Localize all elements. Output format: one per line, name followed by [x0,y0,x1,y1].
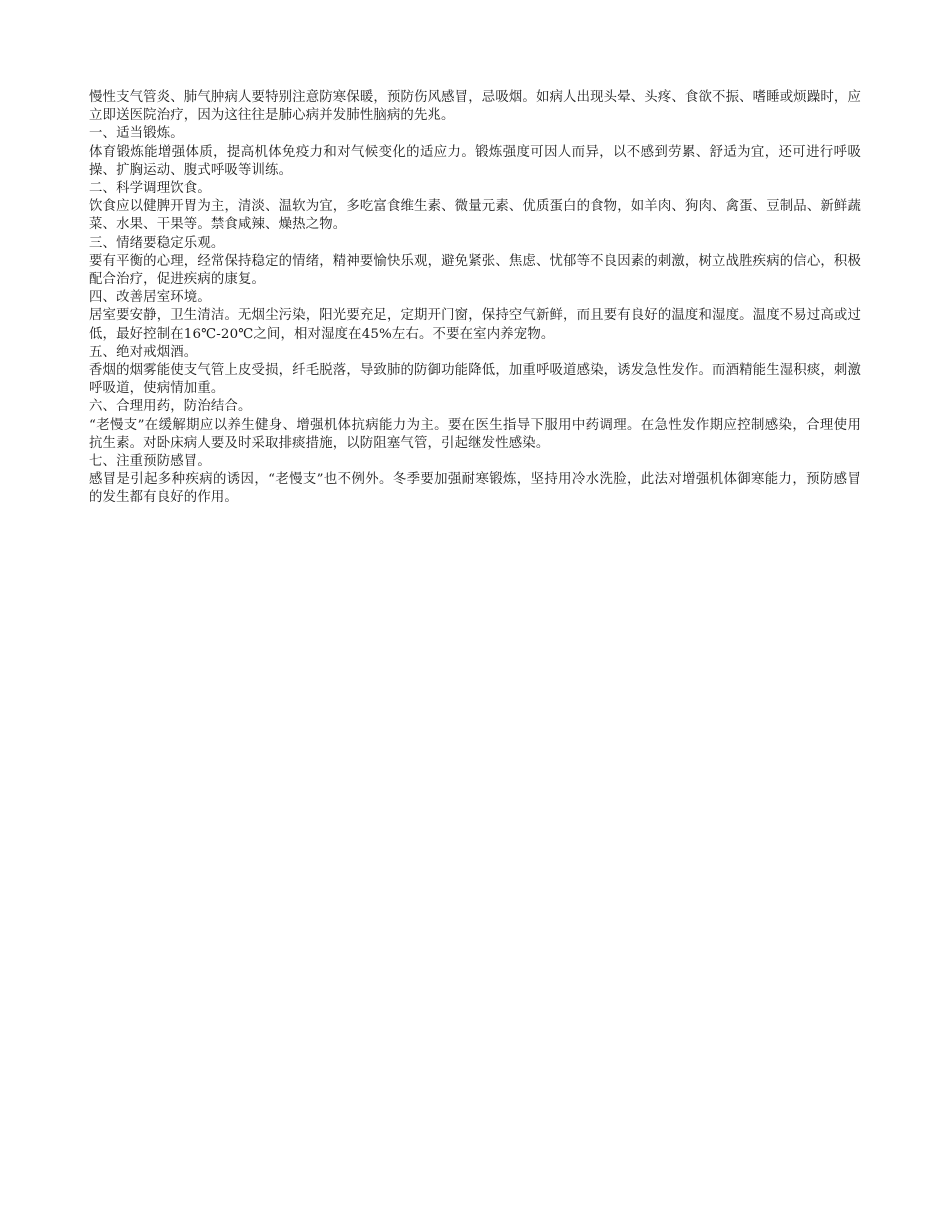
section-heading: 一、适当锻炼。 [89,126,184,142]
section-heading: 七、注重预防感冒。 [89,454,211,470]
section-paragraph: 香烟的烟雾能使支气管上皮受损，纤毛脱落，导致肺的防御功能降低，加重呼吸道感染，诱发急性发作。而酒精能生湿积痰，刺激呼吸道，使病情加重。 [89,363,861,397]
section-paragraph: 饮食应以健脾开胃为主，清淡、温软为宜，多吃富食维生素、微量元素、优质蛋白的食物，如羊肉、狗肉、禽蛋、豆制品、新鲜蔬菜、水果、干果等。禁食咸辣、燥热之物。 [89,199,861,233]
section-heading: 二、科学调理饮食。 [89,181,211,197]
section-paragraph: 要有平衡的心理，经常保持稳定的情绪，精神要愉快乐观，避免紧张、焦虑、忧郁等不良因素的刺激，树立战胜疾病的信心，积极配合治疗，促进疾病的康复。 [89,253,861,288]
document-body [89,89,861,508]
section-paragraph: “老慢支”在缓解期应以养生健身、增强机体抗病能力为主。要在医生指导下服用中药调理。在急性发作期应控制感染，合理使用抗生素。对卧床病人要及时采取排痰措施，以防阻塞气管，引起继发性感染。 [89,417,861,451]
section-heading: 六、合理用药，防治结合。 [89,399,252,415]
section-heading: 四、改善居室环境。 [89,290,211,306]
section-paragraph: 居室要安静，卫生清洁。无烟尘污染，阳光要充足，定期开门窗，保持空气新鲜，而且要有良好的温度和湿度。温度不易过高或过低，最好控制在16℃-20℃之间，相对湿度在45%左右。不要在室内养宠物。 [89,308,861,342]
section-heading: 三、情绪要稳定乐观。 [89,235,225,251]
section-paragraph: 感冒是引起多种疾病的诱因，“老慢支”也不例外。冬季要加强耐寒锻炼，坚持用冷水洗脸，此法对增强机体御寒能力，预防感冒的发生都有良好的作用。 [89,472,861,506]
section-paragraph: 体育锻炼能增强体质，提高机体免疫力和对气候变化的适应力。锻炼强度可因人而异，以不感到劳累、舒适为宜，还可进行呼吸操、扩胸运动、腹式呼吸等训练。 [89,144,861,178]
intro-paragraph: 慢性支气管炎、肺气肿病人要特别注意防寒保暖，预防伤风感冒，忌吸烟。如病人出现头晕、头疼、食欲不振、嗜睡或烦躁时，应立即送医院治疗，因为这往往是肺心病并发肺性脑病的先兆。 [89,90,861,124]
section-heading: 五、绝对戒烟酒。 [89,344,198,360]
